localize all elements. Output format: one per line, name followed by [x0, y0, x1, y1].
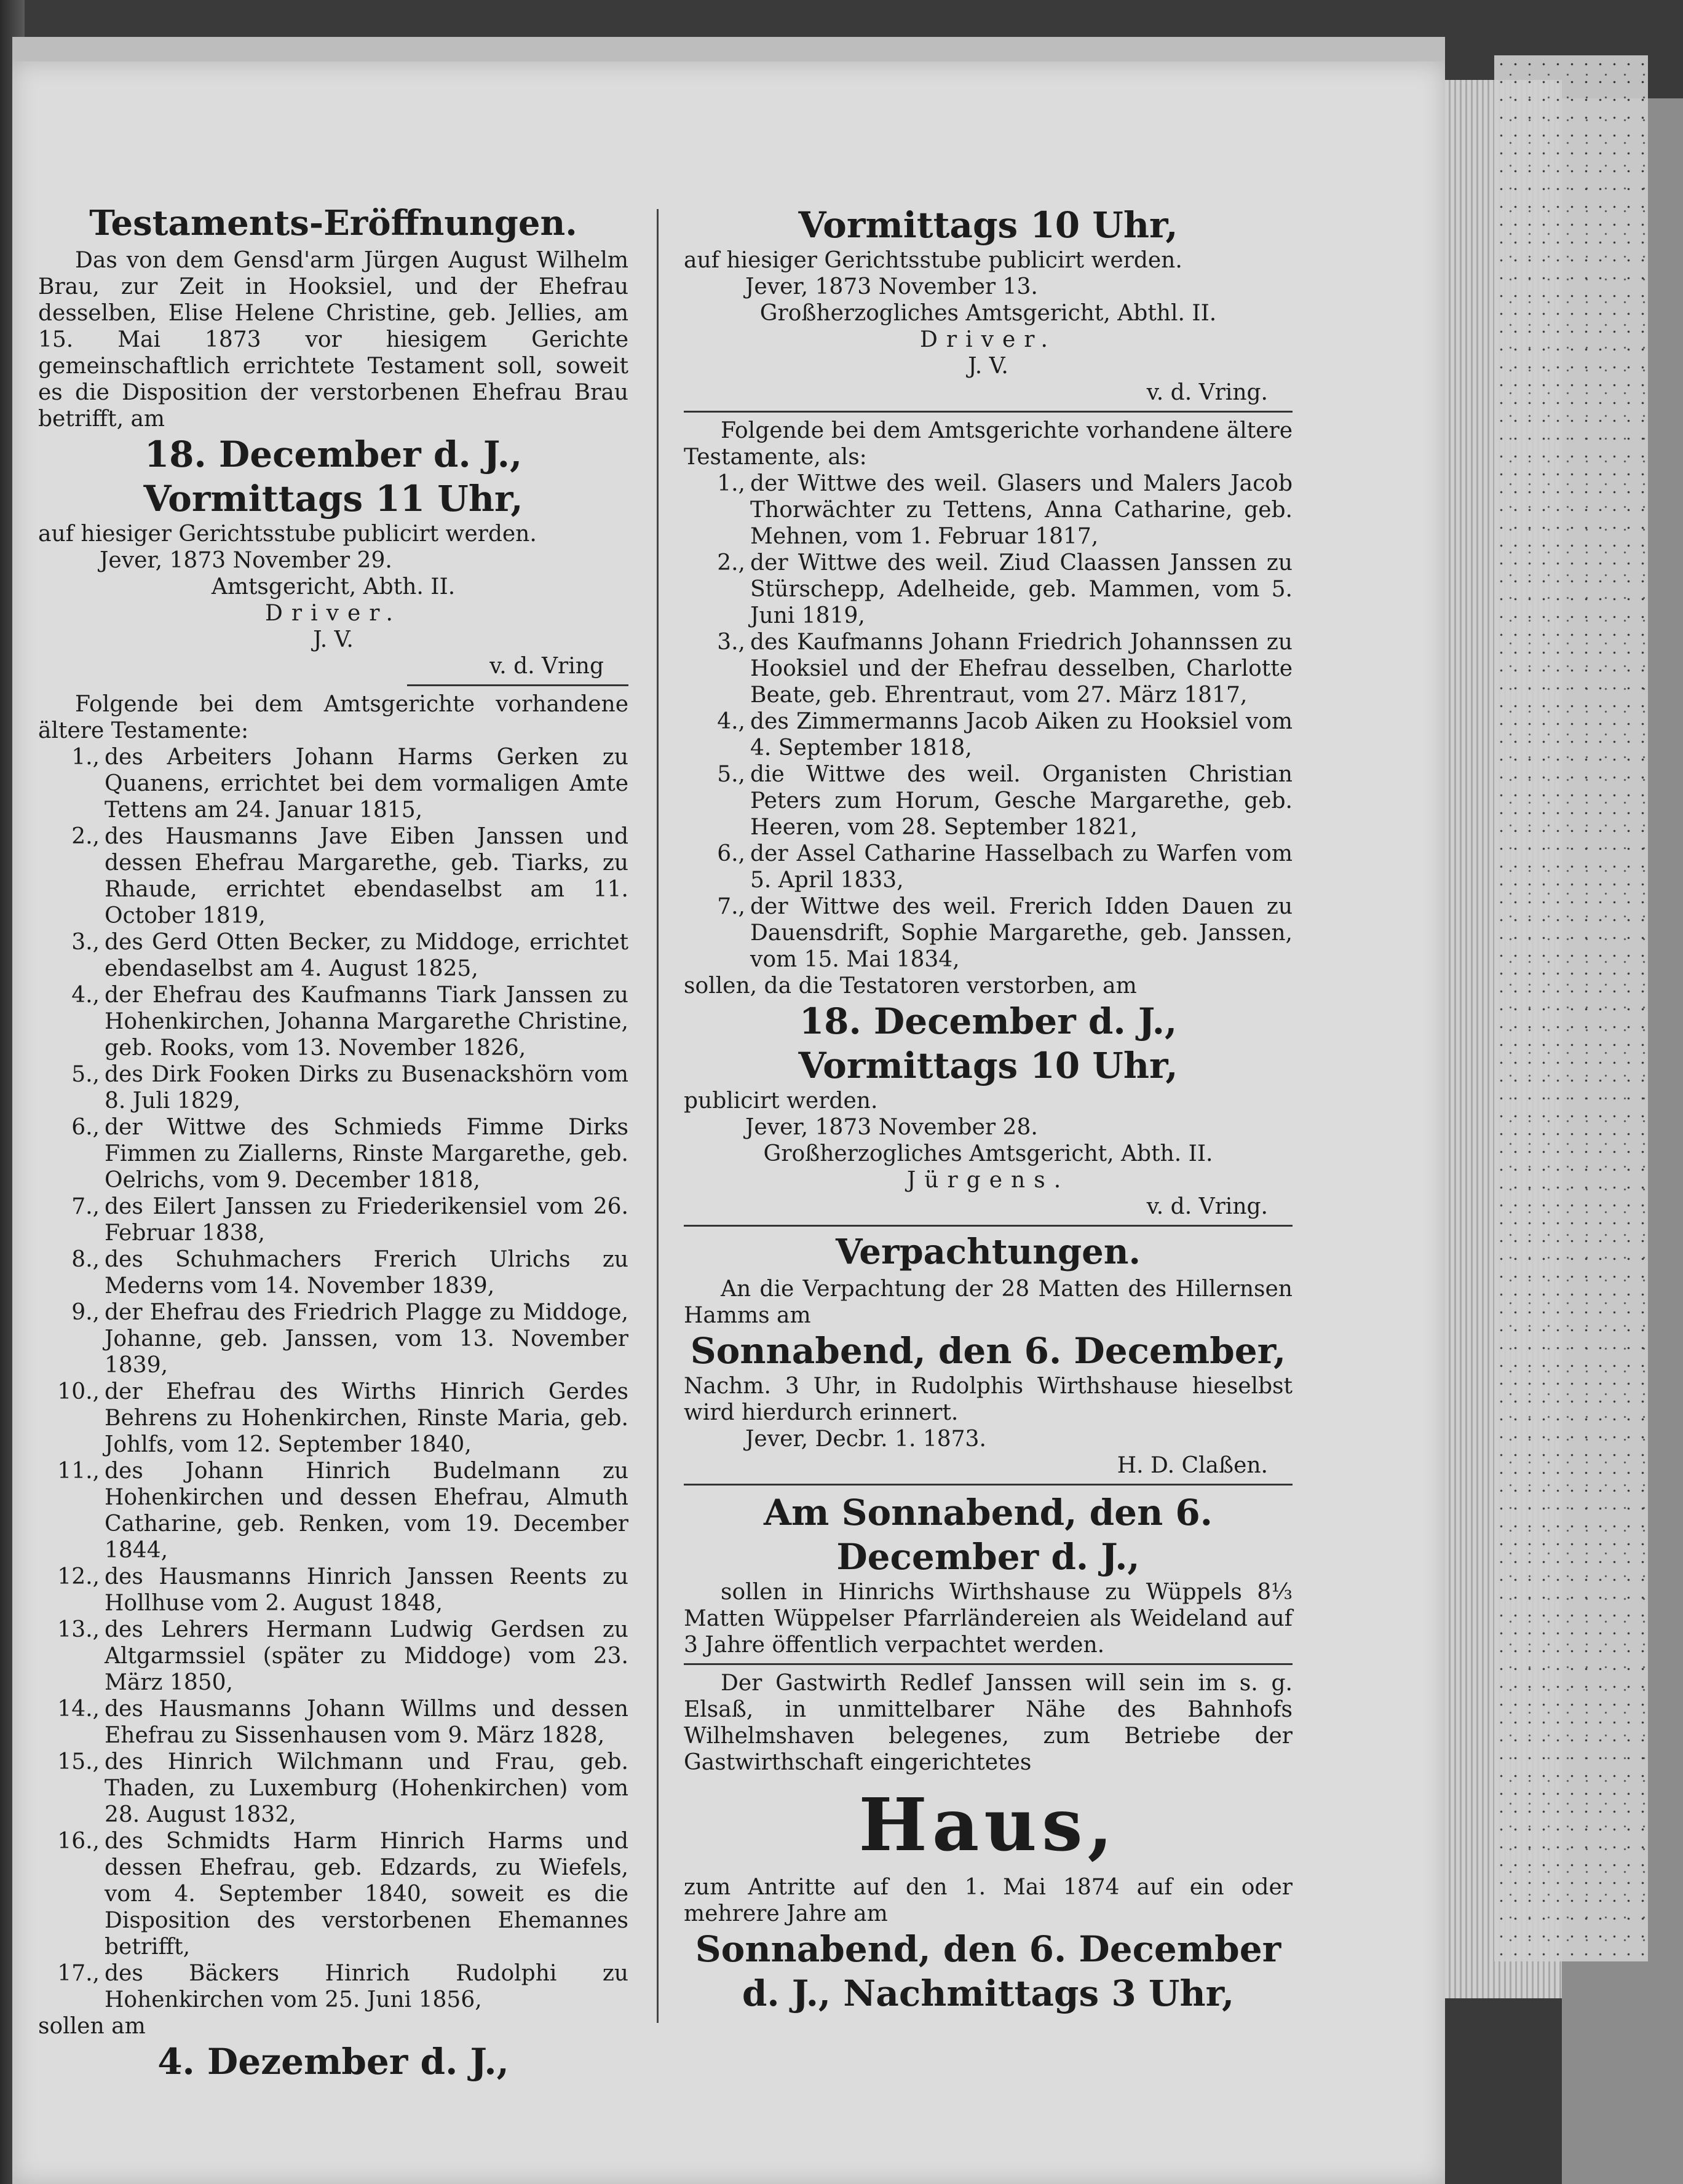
- signer-name: Driver.: [265, 601, 402, 626]
- item-number: 5.,: [71, 1062, 100, 1087]
- list-item: [684, 470, 1293, 550]
- testament-list-right: [684, 470, 1293, 973]
- verpachtung-date: Sonnabend, den 6. December,: [690, 1330, 1286, 1372]
- item-number: 17.,: [57, 1961, 100, 1986]
- list-item: [38, 1299, 628, 1379]
- court-name: Amtsgericht, Abth. II.: [211, 574, 456, 599]
- section-rule: [684, 411, 1293, 413]
- section-rule: [684, 1225, 1293, 1227]
- verpachtung-time-text: Nachm. 3 Uhr, in Rudolphis Wirthshause hieselbst wird hierdurch erinnert.: [684, 1374, 1293, 1425]
- item-text: des Schuhmachers Frerich Ulrichs zu Mederns vom 14. November 1839,: [105, 1247, 628, 1299]
- list-item: [684, 893, 1293, 973]
- item-number: 6.,: [717, 841, 745, 866]
- item-number: 4.,: [71, 983, 100, 1008]
- list-item: [684, 761, 1293, 841]
- item-text: der Wittwe des weil. Frerich Idden Dauen zu Dauensdrift, Sophie Margarethe, geb. Janssen, vom 15. Mai 1834,: [750, 894, 1293, 972]
- section-rule: [684, 1484, 1293, 1486]
- item-number: 9.,: [71, 1300, 100, 1325]
- item-number: 16.,: [57, 1829, 100, 1854]
- item-text: die Wittwe des weil. Organisten Christian Peters zum Horum, Gesche Margarethe, geb. Heeren, vom 28. September 1821,: [750, 762, 1293, 840]
- item-text: des Hausmanns Jave Eiben Janssen und dessen Ehefrau Margarethe, geb. Tiarks, zu Rhaude, errichtet ebendaselbst am 11. October 1819,: [105, 824, 628, 928]
- section-heading-verpachtungen: Verpachtungen.: [836, 1232, 1141, 1272]
- list-item: [38, 1379, 628, 1458]
- item-text: des Gerd Otten Becker, zu Middoge, errichtet ebendaselbst am 4. August 1825,: [105, 930, 628, 981]
- place-date: Jever, 1873 November 13.: [745, 274, 1038, 299]
- item-text: des Dirk Fooken Dirks zu Busenackshörn vom 8. Juli 1829,: [105, 1062, 628, 1114]
- signature-rule: [407, 684, 628, 686]
- item-number: 1.,: [717, 471, 745, 496]
- final-date-heading: Sonnabend, den 6. December d. J., Nachmittags 3 Uhr,: [695, 1928, 1281, 2014]
- item-number: 13.,: [57, 1617, 100, 1642]
- item-text: der Wittwe des Schmieds Fimme Dirks Fimmen zu Ziallerns, Rinste Margarethe, geb. Oelrichs, vom 9. December 1818,: [105, 1115, 628, 1193]
- section-rule: [684, 1663, 1293, 1665]
- testament-list-left: [38, 744, 628, 2013]
- haus-heading: Haus,: [858, 1782, 1118, 1867]
- item-text: des Eilert Janssen zu Friederikensiel vom 26. Februar 1838,: [105, 1194, 628, 1246]
- right-column: [684, 203, 1293, 2016]
- item-number: 7.,: [71, 1194, 100, 1219]
- signer-name: Driver.: [920, 327, 1056, 352]
- item-number: 4.,: [717, 709, 745, 734]
- iv-mark: J. V.: [968, 354, 1008, 379]
- list-intro: Folgende bei dem Amtsgerichte vorhandene ältere Testamente:: [38, 692, 628, 743]
- list-intro: Folgende bei dem Amtsgerichte vorhandene ältere Testamente, als:: [684, 418, 1293, 470]
- list-item: [38, 1960, 628, 2013]
- item-number: 5.,: [717, 762, 745, 787]
- list-item: [38, 1564, 628, 1616]
- speckled-edge: [1494, 55, 1648, 1961]
- time-heading-top: Vormittags 10 Uhr,: [798, 204, 1178, 246]
- item-text: des Bäckers Hinrich Rudolphi zu Hohenkirchen vom 25. Juni 1856,: [105, 1961, 628, 2012]
- item-number: 15.,: [57, 1749, 100, 1775]
- item-number: 2.,: [717, 550, 745, 576]
- court-name-2: Großherzogliches Amtsgericht, Abth. II.: [763, 1141, 1213, 1166]
- item-number: 10.,: [57, 1379, 100, 1404]
- item-text: des Johann Hinrich Budelmann zu Hohenkirchen und dessen Ehefrau, Almuth Catharine, geb. Renken, vom 19. December 1844,: [105, 1458, 628, 1563]
- clerk-name-2: v. d. Vring.: [1146, 1194, 1268, 1219]
- list-item: [38, 1616, 628, 1696]
- am-sonnabend-heading: Am Sonnabend, den 6. December d. J.,: [764, 1492, 1213, 1578]
- item-number: 14.,: [57, 1696, 100, 1722]
- list-item: [38, 929, 628, 982]
- item-text: des Schmidts Harm Hinrich Harms und dessen Ehefrau, geb. Edzards, zu Wiefels, vom 4. September 1840, soweit es die Disposition des verstorbenen Ehemannes betrifft,: [105, 1829, 628, 1960]
- item-number: 7.,: [717, 894, 745, 919]
- place-date-2: Jever, 1873 November 28.: [745, 1115, 1038, 1140]
- signer-name-2: Jürgens.: [906, 1168, 1070, 1193]
- place-date: Jever, 1873 November 29.: [100, 548, 392, 573]
- item-text: des Hausmanns Hinrich Janssen Reents zu Hollhuse vom 2. August 1848,: [105, 1564, 628, 1616]
- list-item: [38, 823, 628, 929]
- clerk-name: v. d. Vring.: [1146, 380, 1268, 405]
- date-heading: 18. December d. J.,: [799, 1000, 1178, 1042]
- list-item: [38, 1458, 628, 1564]
- list-item: [38, 982, 628, 1061]
- list-item: [38, 1114, 628, 1193]
- item-number: 6.,: [71, 1115, 100, 1140]
- item-text: der Ehefrau des Kaufmanns Tiark Janssen zu Hohenkirchen, Johanna Margarethe Christine, geb. Rooks, vom 13. November 1826,: [105, 983, 628, 1061]
- publication-note: auf hiesiger Gerichtsstube publicirt werden.: [38, 521, 537, 547]
- time-heading: Vormittags 10 Uhr,: [798, 1045, 1178, 1086]
- item-text: des Zimmermanns Jacob Aiken zu Hooksiel vom 4. September 1818,: [750, 709, 1293, 761]
- gastwirth-text: Der Gastwirth Redlef Janssen will sein im s. g. Elsaß, in unmittelbarer Nähe des Bahnhofs Wilhelmshaven belegenes, zum Betriebe der Gastwirthschaft eingerichtetes: [684, 1671, 1293, 1775]
- verpachtung-text: An die Verpachtung der 28 Matten des Hillernsen Hamms am: [684, 1276, 1293, 1328]
- date-heading-2: 4. Dezember d. J.,: [157, 2041, 509, 2083]
- list-item: [38, 1193, 628, 1246]
- column-divider: [657, 209, 659, 2023]
- left-column: [38, 203, 628, 2084]
- item-number: 11.,: [57, 1458, 100, 1484]
- sollen-note: sollen am: [38, 2014, 146, 2039]
- item-text: des Hinrich Wilchmann und Frau, geb. Thaden, zu Luxemburg (Hohenkirchen) vom 28. August 1832,: [105, 1749, 628, 1827]
- list-item: [38, 744, 628, 823]
- antritt-text: zum Antritte auf den 1. Mai 1874 auf ein oder mehrere Jahre am: [684, 1875, 1293, 1926]
- item-text: der Ehefrau des Wirths Hinrich Gerdes Behrens zu Hohenkirchen, Rinste Maria, geb. Johlfs, vom 12. September 1840,: [105, 1379, 628, 1457]
- am-sonnabend-text: sollen in Hinrichs Wirthshause zu Wüppels 8⅓ Matten Wüppelser Pfarrländereien als Weideland auf 3 Jahre öffentlich verpachtet werden.: [684, 1580, 1293, 1658]
- section-heading-testaments: Testaments-Eröffnungen.: [89, 203, 577, 243]
- item-number: 3.,: [717, 630, 745, 655]
- item-text: der Assel Catharine Hasselbach zu Warfen vom 5. April 1833,: [750, 841, 1293, 893]
- item-text: der Wittwe des weil. Ziud Claassen Janssen zu Stürschepp, Adelheide, geb. Mammen, vom 5. Juni 1819,: [750, 550, 1293, 628]
- clerk-name: v. d. Vring: [489, 654, 604, 679]
- list-item: [38, 1246, 628, 1299]
- item-text: des Arbeiters Johann Harms Gerken zu Quanens, errichtet bei dem vormaligen Amte Tettens am 24. Januar 1815,: [105, 745, 628, 823]
- item-number: 3.,: [71, 930, 100, 955]
- court-name: Großherzogliches Amtsgericht, Abthl. II.: [759, 301, 1217, 326]
- item-number: 8.,: [71, 1247, 100, 1272]
- list-item: [38, 1696, 628, 1749]
- list-item: [38, 1828, 628, 1960]
- item-text: des Lehrers Hermann Ludwig Gerdsen zu Altgarmssiel (später zu Middoge) vom 23. März 1850,: [105, 1617, 628, 1695]
- item-text: der Wittwe des weil. Glasers und Malers Jacob Thorwächter zu Tettens, Anna Catharine, geb. Mehnen, vom 1. Februar 1817,: [750, 471, 1293, 549]
- list-item: [38, 1749, 628, 1828]
- item-number: 12.,: [57, 1564, 100, 1589]
- list-item: [684, 708, 1293, 761]
- list-item: [684, 841, 1293, 893]
- item-number: 1.,: [71, 745, 100, 770]
- item-number: 2.,: [71, 824, 100, 849]
- time-heading: Vormittags 11 Uhr,: [143, 478, 523, 520]
- sollen-note: sollen, da die Testatoren verstorben, am: [684, 973, 1137, 999]
- publication-note-2: publicirt werden.: [684, 1088, 878, 1114]
- verpachtung-signature: H. D. Claßen.: [1117, 1453, 1268, 1478]
- item-text: der Ehefrau des Friedrich Plagge zu Middoge, Johanne, geb. Janssen, vom 13. November 1839,: [105, 1300, 628, 1378]
- iv-mark: J. V.: [313, 627, 354, 652]
- list-item: [684, 629, 1293, 708]
- item-text: des Kaufmanns Johann Friedrich Johannssen zu Hooksiel und der Ehefrau desselben, Charlotte Beate, geb. Ehrentraut, vom 27. März 1817,: [750, 630, 1293, 708]
- date-heading: 18. December d. J.,: [144, 433, 523, 475]
- publication-note: auf hiesiger Gerichtsstube publicirt werden.: [684, 248, 1182, 273]
- item-text: des Hausmanns Johann Willms und dessen Ehefrau zu Sissenhausen vom 9. März 1828,: [105, 1696, 628, 1748]
- list-item: [38, 1061, 628, 1114]
- list-item: [684, 550, 1293, 629]
- verpachtung-place: Jever, Decbr. 1. 1873.: [745, 1426, 986, 1452]
- intro-paragraph: Das von dem Gensd'arm Jürgen August Wilhelm Brau, zur Zeit in Hooksiel, und der Ehefrau desselben, Elise Helene Christine, geb. Jellies, am 15. Mai 1873 vor hiesigem Gerichte gemeinschaftlich errichtete Testament soll, soweit es die Disposition der verstorbenen Ehefrau Brau betrifft, am: [38, 248, 628, 432]
